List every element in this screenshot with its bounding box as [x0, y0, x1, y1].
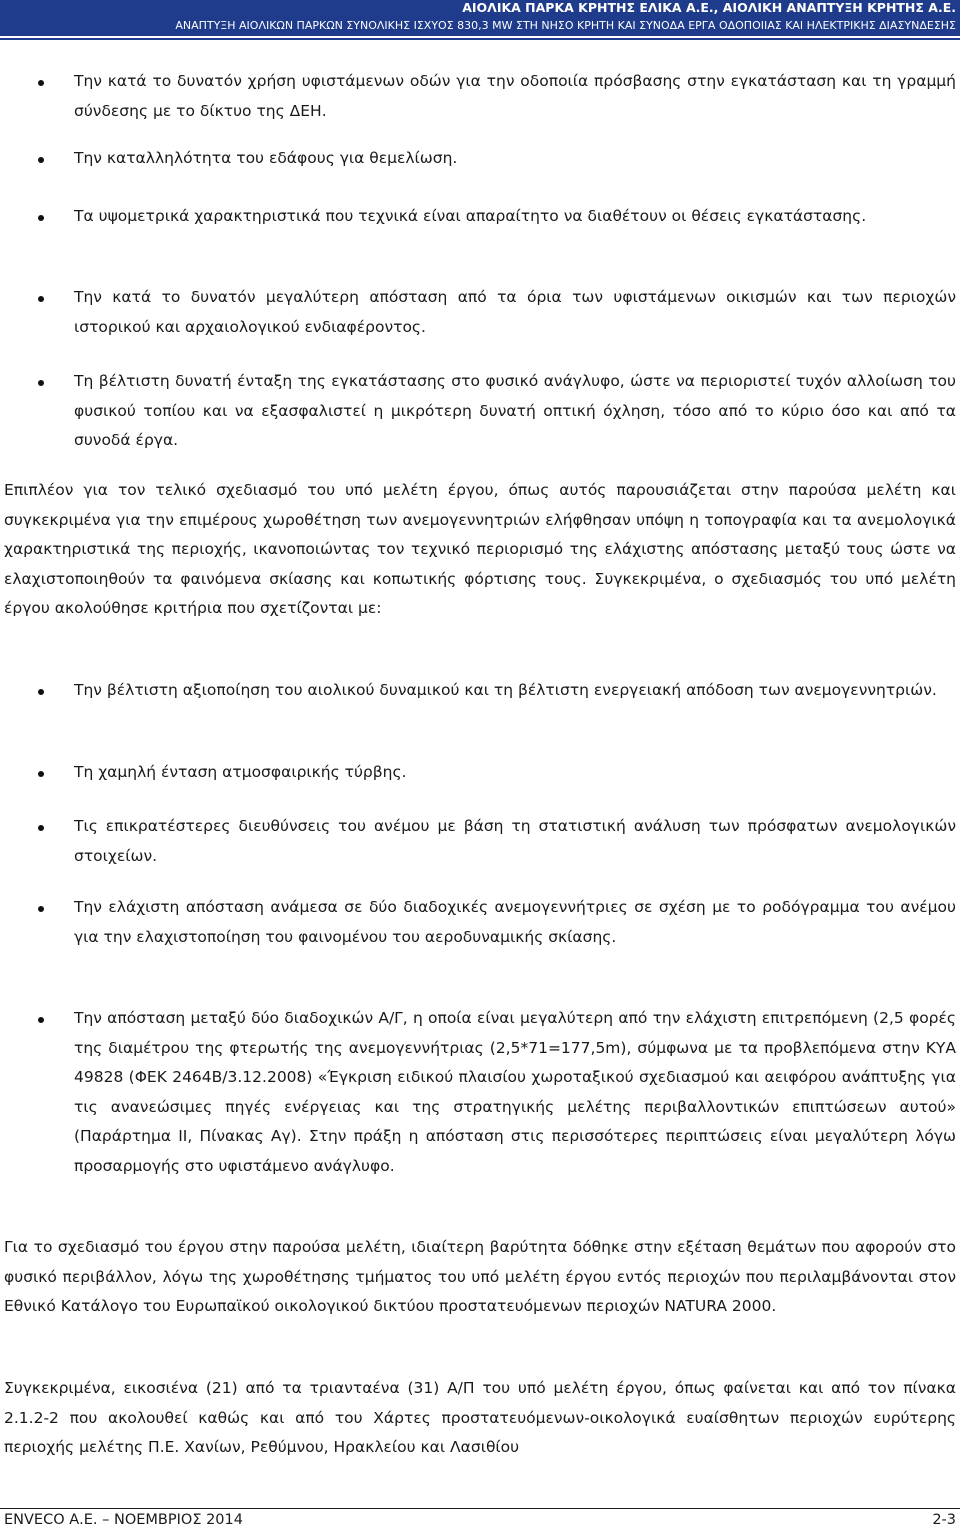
bullet-dot — [38, 771, 44, 777]
bullet-dot — [38, 296, 44, 302]
footer-company-date: ENVECO Α.Ε. – ΝΟΕΜΒΡΙΟΣ 2014 — [4, 1512, 243, 1528]
bullet-dot — [38, 825, 44, 831]
bullet-dot — [38, 80, 44, 86]
bullet-dot — [38, 1017, 44, 1023]
header-project-line: ΑΝΑΠΤΥΞΗ ΑΙΟΛΙΚΩΝ ΠΑΡΚΩΝ ΣΥΝΟΛΙΚΗΣ ΙΣΧΥΟΣ 830,3 MW ΣΤΗ ΝΗΣΟ ΚΡΗΤΗ ΚΑΙ ΣΥΝΟΔΑ ΕΡΓΑ ΟΔΟΠΟΙΙΑΣ ΚΑΙ ΗΛΕΚΤΡΙΚΗΣ ΔΙΑΣΥΝΔΕΣΗΣ — [175, 19, 956, 32]
list-item: Τα υψομετρικά χαρακτηριστικά που τεχνικά είναι απαραίτητο να διαθέτουν οι θέσεις εγκατάστασης. — [74, 207, 867, 225]
bullet-dot — [38, 157, 44, 163]
body-paragraph: Για το σχεδιασμό του έργου στην παρούσα μελέτη, ιδιαίτερη βαρύτητα δόθηκε στην εξέταση θεμάτων που αφορούν στο φυσικό περιβάλλον, λόγω της χωροθέτησης τμήματος του υπό μελέτη έργου εντός περιοχών που περιλαμβάνονται στον Εθνικό Κατάλογο του Ευρωπαϊκού οικολογικού δικτύου προστατευόμενων περιοχών NATURA 2000. — [4, 1238, 956, 1315]
list-item: Τις επικρατέστερες διευθύνσεις του ανέμου με βάση τη στατιστική ανάλυση των πρόσφατων ανεμολογικών στοιχείων. — [74, 817, 956, 865]
page-header — [0, 0, 960, 40]
bullet-dot — [38, 215, 44, 221]
list-item: Την καταλληλότητα του εδάφους για θεμελίωση. — [74, 149, 458, 167]
list-item: Τη βέλτιστη δυνατή ένταξη της εγκατάστασης στο φυσικό ανάγλυφο, ώστε να περιοριστεί τυχόν αλλοίωση του φυσικού τοπίου και να εξασφαλιστεί η μικρότερη δυνατή οπτική όχληση, τόσο από το κύριο όσο και από τα συνοδά έργα. — [74, 372, 956, 449]
bullet-dot — [38, 689, 44, 695]
list-item: Την κατά το δυνατόν χρήση υφιστάμενων οδών για την οδοποιία πρόσβασης στην εγκατάσταση και τη γραμμή σύνδεσης με το δίκτυο της ΔΕΗ. — [74, 72, 956, 120]
body-paragraph: Επιπλέον για τον τελικό σχεδιασμό του υπό μελέτη έργου, όπως αυτός παρουσιάζεται στην παρούσα μελέτη και συγκεκριμένα για την επιμέρους χωροθέτηση των ανεμογεννητριών ελήφθησαν υπόψη η τοπογραφία και τα ανεμολογικά χαρακτηριστικά της περιοχής, ικανοποιώντας τον τεχνικό περιορισμό της ελάχιστης απόστασης μεταξύ τους ώστε να ελαχιστοποιηθούν τα φαινόμενα σκίασης και κοπωτικής φόρτισης τους. Συγκεκριμένα, ο σχεδιασμός του υπό μελέτη έργου ακολούθησε κριτήρια που σχετίζονται με: — [4, 481, 956, 617]
list-item: Την απόσταση μεταξύ δύο διαδοχικών Α/Γ, η οποία είναι μεγαλύτερη από την ελάχιστη επιτρεπόμενη (2,5 φορές της διαμέτρου της φτερωτής της ανεμογεννήτριας (2,5*71=177,5m), σύμφωνα με τα προβλεπόμενα στην ΚΥΑ 49828 (ΦΕΚ 2464Β/3.12.2008) «Έγκριση ειδικού πλαισίου χωροταξικού σχεδιασμού και αειφόρου ανάπτυξης για τις ανανεώσιμες πηγές ενέργειας και της στρατηγικής μελέτης περιβαλλοντικών επιπτώσεων αυτού» (Παράρτημα ΙΙ, Πίνακας Αγ). Στην πράξη η απόσταση στις περισσότερες περιπτώσεις είναι μεγαλύτερη λόγω προσαρμογής στο υφιστάμενο ανάγλυφο. — [74, 1009, 956, 1175]
header-rule — [0, 38, 960, 40]
body-paragraph: Συγκεκριμένα, εικοσιένα (21) από τα τριανταένα (31) Α/Π του υπό μελέτη έργου, όπως φαίνεται και από τον πίνακα 2.1.2-2 που ακολουθεί καθώς και από του Χάρτες προστατευόμενων-οικολογικά ευαίσθητων περιοχών ευρύτερης περιοχής μελέτης Π.Ε. Χανίων, Ρεθύμνου, Ηρακλείου και Λασιθίου — [4, 1379, 956, 1456]
footer-rule — [0, 1508, 960, 1509]
bullet-dot — [38, 906, 44, 912]
page-number: 2-3 — [932, 1512, 956, 1528]
list-item: Την βέλτιστη αξιοποίηση του αιολικού δυναμικού και τη βέλτιστη ενεργειακή απόδοση των ανεμογεννητριών. — [74, 681, 937, 699]
list-item: Την ελάχιστη απόσταση ανάμεσα σε δύο διαδοχικές ανεμογεννήτριες σε σχέση με το ροδόγραμμα του ανέμου για την ελαχιστοποίηση του φαινομένου του αεροδυναμικής σκίασης. — [74, 898, 956, 946]
header-company-line: ΑΙΟΛΙΚΑ ΠΑΡΚΑ ΚΡΗΤΗΣ ΕΛΙΚΑ Α.Ε., ΑΙΟΛΙΚΗ ΑΝΑΠΤΥΞΗ ΚΡΗΤΗΣ Α.Ε. — [462, 0, 956, 15]
list-item: Τη χαμηλή ένταση ατμοσφαιρικής τύρβης. — [74, 763, 407, 781]
bullet-dot — [38, 380, 44, 386]
list-item: Την κατά το δυνατόν μεγαλύτερη απόσταση από τα όρια των υφιστάμενων οικισμών και των περιοχών ιστορικού και αρχαιολογικού ενδιαφέροντος. — [74, 288, 956, 336]
